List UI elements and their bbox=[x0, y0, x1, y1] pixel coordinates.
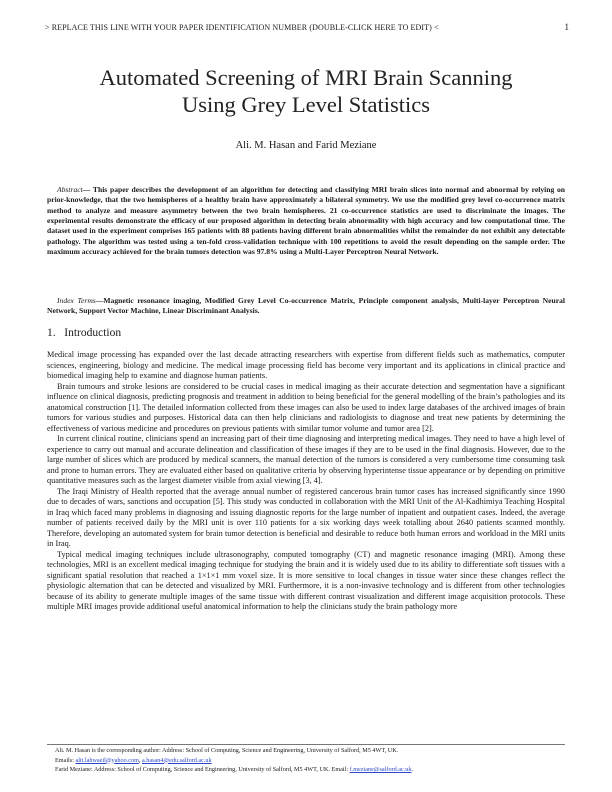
email-link-1[interactable]: alit.lahwaeil@yahoo.com bbox=[75, 756, 139, 764]
index-terms-label: Index Terms bbox=[57, 296, 96, 305]
running-head: > REPLACE THIS LINE WITH YOUR PAPER IDENTIFICATION NUMBER (DOUBLE-CLICK HERE TO EDIT) < bbox=[45, 23, 439, 32]
footnote-corresponding-author: Ali. M. Hasan is the corresponding author: Address: School of Computing, Science and Engineering, University of Salford, M5 4WT, UK. bbox=[55, 747, 399, 754]
footnote-coauthor-suffix: . bbox=[411, 766, 414, 773]
abstract-text: — This paper describes the development of an algorithm for detecting and classifying MRI brain slices into normal and abnormal by relying on prior-knowledge, that the two hemispheres of a healthy brain have approximately a bilateral symmetry. We use the modified grey level co-occurrence matrix method to analyze and measure asymmetry between the two brain hemispheres. 21 co-occurrence statistics are used to discriminate the images. The experimental results demonstrate the efficacy of our proposed algorithm in detecting brain abnormality with high accuracy and low computational time. The dataset used in the experiment comprises 165 patients with 88 patients having different brain abnormalities whilst the remainder do not exhibit any detectable pathology. The algorithm was tested using a ten-fold cross-validation technique with 100 repetitions to avoid the result depending on the sample order. The maximum accuracy achieved for the brain tumors detection was 97.8% using a Multi-Layer Perceptron Neural Network. bbox=[47, 185, 565, 257]
paragraph: Typical medical imaging techniques include ultrasonography, computed tomography (CT) and magnetic resonance imaging (MRI). Among these technologies, MRI is an excellent medical imaging technique for studying the brain and it is widely used due to its ability to differentiate soft tissues with a significant spatial resolution that reached a 1×1×1 mm voxel size. It is more sensitive to local changes in tissue water since these changes reflect the physiologic alternation that can be detected and visualized by MRI. Furthermore, it is a non-invasive technology and is different from other technologies because of its ability to generate multiple images of the same tissue with different contrast visualization and different image acquisition protocols. These multiple MRI images provide additional useful anatomical information to help the clinicians study the brain pathology more bbox=[47, 549, 565, 611]
paper-title bbox=[40, 64, 572, 118]
email-separator: , bbox=[138, 756, 142, 764]
footnote-emails bbox=[55, 756, 565, 766]
paper-title-line-2: Using Grey Level Statistics bbox=[181, 92, 431, 117]
footnote-emails-prefix: Emails: bbox=[55, 756, 76, 764]
paper-title-line-1: Automated Screening of MRI Brain Scanning bbox=[99, 65, 513, 90]
section-title: Introduction bbox=[64, 327, 122, 339]
section-number: 1. bbox=[47, 327, 56, 339]
footnote-coauthor-text: Farid Meziane: Address: School of Computing, Science and Engineering, University of Salford, M5 4WT, UK. Email: bbox=[55, 766, 350, 773]
footnote-divider bbox=[47, 744, 565, 745]
abstract-label: Abstract bbox=[57, 185, 83, 194]
abstract bbox=[47, 185, 565, 257]
index-terms bbox=[47, 296, 565, 317]
email-link-3[interactable]: f.meziane@salford.ac.uk bbox=[349, 766, 412, 773]
paragraph: Medical image processing has expanded over the last decade attracting researchers with expertise from different fields such as mathematics, computer sciences, engineering, biology and medicine. The medical image processing field has become very important and its applications in clinical practice and biomedical imaging help to examine and diagnose human patients. bbox=[47, 350, 565, 380]
footnote-coauthor bbox=[55, 765, 565, 775]
authors: Ali. M. Hasan and Farid Meziane bbox=[235, 140, 377, 151]
paragraph: In current clinical routine, clinicians spend an increasing part of their time diagnosing and interpreting medical images. They need to have a high level of experience to carry out manual and accurate delineation and classification of these images if they are to be used in the final diagnosis. However, due to the large number of slices which are produced by medical scanners, the manual detection of the tumors is considered a very cumbersome time consuming task and prone to human errors. They are evaluated either based on qualitative criteria by observing hyperintense tissue appearance or by depending on primitive quantitative measures such as the largest diameter visible from axial viewing [3, 4]. bbox=[47, 434, 565, 485]
footnotes bbox=[55, 746, 565, 775]
index-terms-text: —Magnetic resonance imaging, Modified Grey Level Co-occurrence Matrix, Principle component analysis, Multi-layer Perceptron Neural Network, Support Vector Machine, Linear Discriminant Analysis. bbox=[47, 296, 565, 316]
page-number: 1 bbox=[564, 22, 569, 32]
paragraph: Brain tumours and stroke lesions are considered to be crucial cases in medical imaging as their accurate detection and segmentation have a significant influence on clinical diagnosis, predicting prognosis and treatment in addition to being beneficial for the general modelling of the brain’s pathologies and its anatomical construction [1]. The detailed information collected from these images can also be used to index large databases of the archived images of brain tumors for various studies and purposes. Historical data can then help clinicians and radiologists to diagnose and treat new patients by determining the effectiveness of various medicine and procedures on previous patients with similar tumor volume and tumor area [2]. bbox=[47, 381, 565, 433]
paragraph: The Iraqi Ministry of Health reported that the average annual number of registered cancerous brain tumor cases has increased significantly since 1990 due to decades of wars, sanctions and occupation [5]. This study was conducted in collaboration with the MRI Unit of the Al-Kadhimiya Teaching Hospital in Iraq which faced many problems in diagnosing and issuing diagnostic reports for the large number of inpatient and outpatient cases. Indeed, the average number of patients received daily by the MRI unit is over 110 patients for a six working days week totalling about 2640 patients scanned monthly. Therefore, developing an automated system for brain tumor detection is beneficial and desirable to reduce both human errors and workload in the MRI units in Iraq. bbox=[47, 486, 565, 548]
body-text bbox=[47, 350, 565, 613]
section-heading bbox=[47, 327, 121, 339]
email-link-2[interactable]: a.hasan4@edu.salford.ac.uk bbox=[141, 756, 212, 764]
